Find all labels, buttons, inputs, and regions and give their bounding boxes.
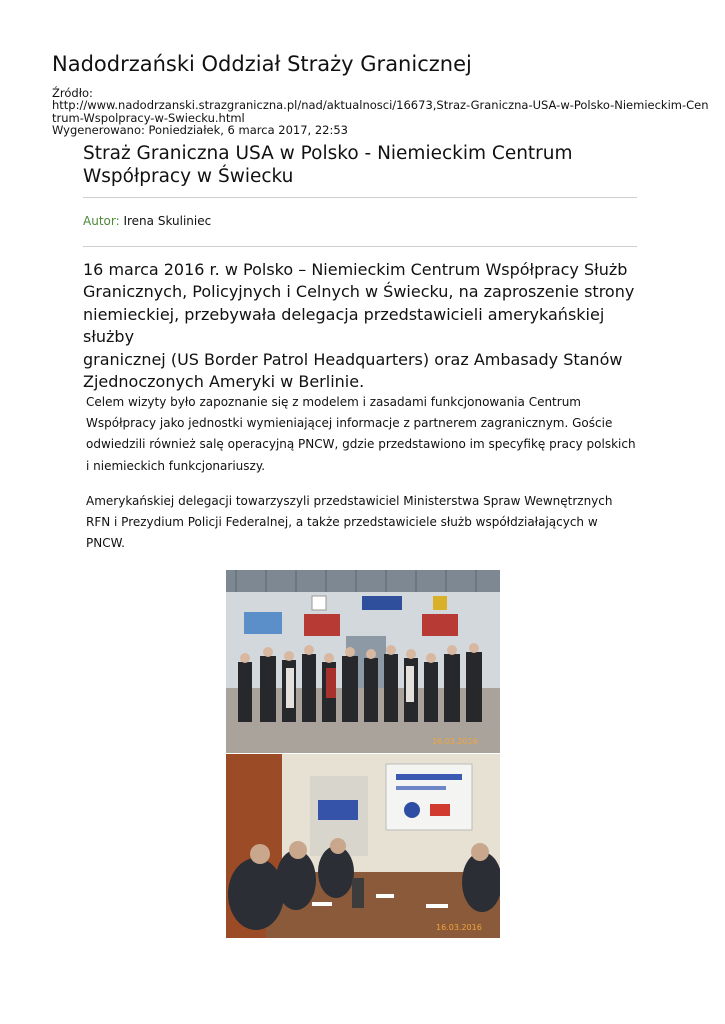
paragraph-line: Współpracy jako jednostki wymieniającej informacje z partnerem zagranicznym. Goście [86, 416, 613, 431]
lead-line: granicznej (US Border Patrol Headquarters) oraz Ambasady Stanów [83, 349, 623, 369]
lead-line: Granicznych, Policyjnych i Celnych w Świecku, na zaproszenie strony [83, 282, 635, 302]
source-url-line-2[interactable]: trum-Wspolpracy-w-Swiecku.html [52, 110, 245, 125]
site-title: Nadodrzański Oddział Straży Granicznej [52, 52, 472, 76]
lead-line: Zjednoczonych Ameryki w Berlinie. [83, 372, 365, 392]
photo-date-stamp: 16.03.2016 [436, 923, 482, 932]
paragraph-line: Celem wizyty było zapoznanie się z modelem i zasadami funkcjonowania Centrum [86, 395, 581, 409]
photo-date-stamp: 16.03.2016 [432, 737, 478, 746]
author-label: Autor: [83, 214, 120, 228]
source-url-line-1[interactable]: http://www.nadodrzanski.strazgraniczna.pl/nad/aktualnosci/16673,Straz-Graniczna-USA-w-Polsko-Niemieckim-Cen [52, 98, 709, 113]
paragraph-line: RFN i Prezydium Policji Federalnej, a także przedstawiciele służb współdziałających w [86, 515, 598, 530]
source-meta [52, 86, 709, 137]
body-paragraph-1 [86, 392, 646, 477]
divider-top [83, 197, 637, 198]
lead-line: 16 marca 2016 r. w Polsko – Niemieckim Centrum Współpracy Służb [83, 260, 628, 279]
meeting-photo [226, 754, 500, 938]
lead-paragraph [83, 259, 643, 393]
article-title-line-2: Współpracy w Świecku [83, 166, 294, 187]
source-label: Źródło: [52, 86, 93, 100]
paragraph-line: odwiedzili również salę operacyjną PNCW, gdzie przedstawiono im specyfikę pracy polskich [86, 437, 636, 452]
body-paragraph-2 [86, 491, 646, 555]
divider-bottom [83, 246, 637, 247]
article-title-line-1: Straż Graniczna USA w Polsko - Niemieckim Centrum [83, 143, 573, 164]
generated-timestamp: Wygenerowano: Poniedziałek, 6 marca 2017, 22:53 [52, 122, 348, 137]
lead-line: niemieckiej, przebywała delegacja przedstawicieli amerykańskiej służby [83, 304, 605, 347]
meeting-photo-image [226, 754, 500, 938]
group-photo-image [226, 570, 500, 753]
paragraph-line: Amerykańskiej delegacji towarzyszyli przedstawiciel Ministerstwa Spraw Wewnętrznych [86, 494, 613, 508]
paragraph-line: i niemieckich funkcjonariuszy. [86, 458, 266, 473]
author-line [83, 214, 211, 228]
author-name: Irena Skuliniec [123, 214, 212, 228]
paragraph-line: PNCW. [86, 536, 125, 551]
group-photo [226, 570, 500, 753]
article-title [83, 142, 643, 188]
